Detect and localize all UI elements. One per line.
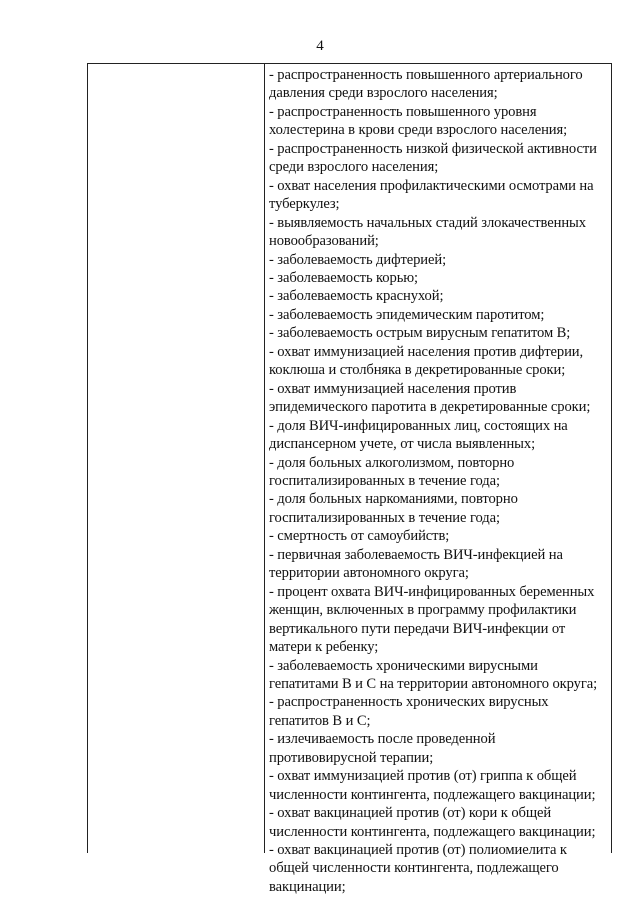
text-line: диспансерном учете, от числа выявленных;: [269, 436, 536, 453]
text-line: - охват иммунизацией населения против: [269, 380, 517, 397]
text-line: - доля больных наркоманиями, повторно: [269, 491, 518, 508]
table-right-cell: [269, 66, 609, 896]
text-line: - охват иммунизацией против (от) гриппа к общей: [269, 768, 577, 785]
text-line: - распространенность низкой физической активности: [269, 140, 597, 157]
text-line: численности контингента, подлежащего вакцинации;: [269, 823, 596, 840]
text-line: давления среди взрослого населения;: [269, 85, 498, 102]
text-line: - заболеваемость дифтерией;: [269, 251, 447, 268]
page-number: 4: [316, 38, 324, 54]
text-line: матери к ребенку;: [269, 639, 379, 656]
text-line: численности контингента, подлежащего вакцинации;: [269, 786, 596, 803]
text-line: - охват населения профилактическими осмотрами на: [269, 177, 594, 194]
text-line: - распространенность хронических вирусных: [269, 694, 549, 711]
text-line: вертикального пути передачи ВИЧ-инфекции от: [269, 620, 566, 637]
text-line: - охват вакцинацией против (от) полиомиелита к: [269, 842, 567, 859]
text-line: - излечиваемость после проведенной: [269, 731, 496, 748]
text-line: - заболеваемость эпидемическим паротитом;: [269, 306, 545, 323]
text-line: - охват вакцинацией против (от) кори к общей: [269, 805, 552, 822]
indicators-table: [87, 63, 612, 895]
text-line: общей численности контингента, подлежащего: [269, 860, 559, 877]
text-line: - доля больных алкоголизмом, повторно: [269, 454, 515, 471]
text-line: - доля ВИЧ-инфицированных лиц, состоящих на: [269, 417, 568, 434]
table-left-cell: [88, 64, 264, 853]
text-line: противовирусной терапии;: [269, 749, 434, 766]
text-line: холестерина в крови среди взрослого населения;: [269, 122, 568, 139]
text-line: - распространенность повышенного артериального: [269, 67, 583, 83]
text-line: вакцинации;: [269, 878, 346, 895]
text-line: женщин, включенных в программу профилактики: [269, 602, 577, 619]
text-line: госпитализированных в течение года;: [269, 472, 500, 489]
column-divider: [264, 64, 265, 853]
text-line: - смертность от самоубийств;: [269, 528, 450, 545]
text-line: - охват иммунизацией населения против дифтерии,: [269, 343, 584, 360]
text-line: - заболеваемость корью;: [269, 269, 419, 286]
text-line: туберкулез;: [269, 196, 340, 213]
text-line: гепатитами В и С на территории автономного округа;: [269, 675, 598, 692]
text-line: - процент охвата ВИЧ-инфицированных беременных: [269, 583, 595, 600]
text-line: госпитализированных в течение года;: [269, 509, 500, 526]
text-line: территории автономного округа;: [269, 565, 469, 582]
text-line: - заболеваемость краснухой;: [269, 288, 444, 305]
text-line: эпидемического паротита в декретированные сроки;: [269, 399, 591, 416]
text-line: - первичная заболеваемость ВИЧ-инфекцией на: [269, 546, 563, 563]
text-line: новообразований;: [269, 233, 379, 250]
text-line: гепатитов В и С;: [269, 712, 371, 729]
text-line: коклюша и столбняка в декретированные сроки;: [269, 362, 566, 379]
text-line: - заболеваемость острым вирусным гепатитом В;: [269, 325, 571, 342]
text-line: - распространенность повышенного уровня: [269, 103, 537, 120]
text-line: - заболеваемость хроническими вирусными: [269, 657, 538, 674]
text-line: среди взрослого населения;: [269, 159, 439, 176]
text-line: - выявляемость начальных стадий злокачественных: [269, 214, 586, 231]
